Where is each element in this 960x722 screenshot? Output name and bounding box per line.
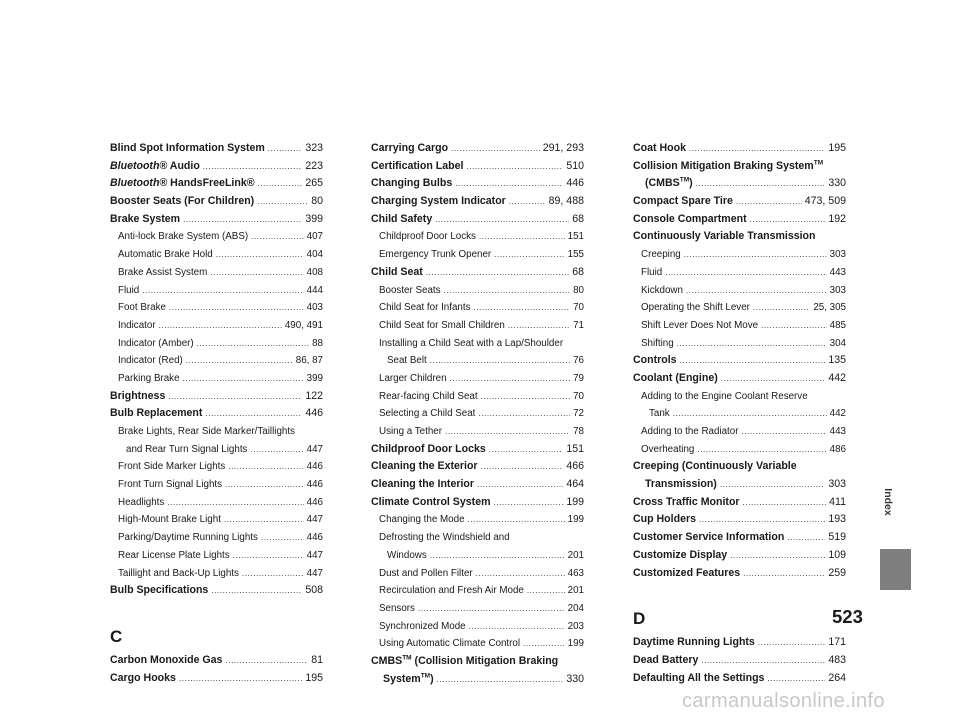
section-letter-c: C xyxy=(110,626,123,646)
index-entry: Coat Hook ..... 195 xyxy=(633,140,846,158)
index-entry: Brightness ..... 122 xyxy=(110,388,323,406)
index-entry-cmbs: CMBS™ (Collision Mitigation Braking xyxy=(371,654,559,667)
index-entry: Cleaning the Exterior ..... 466 xyxy=(371,458,584,476)
index-subentry: Adding to the Engine Coolant Reserve xyxy=(641,390,808,402)
index-subentry: Defrosting the Windshield and xyxy=(379,532,510,544)
index-entry: Coolant (Engine) ..... 442 xyxy=(633,370,846,388)
index-subentry: Child Seat for Infants ..... 70 xyxy=(371,299,584,317)
index-subentry: Kickdown ..... 303 xyxy=(633,282,846,300)
index-subentry: Installing a Child Seat with a Lap/Shoulder xyxy=(379,337,564,349)
index-subentry: Shift Lever Does Not Move ..... 485 xyxy=(633,317,846,335)
index-subentry: Front Turn Signal Lights ..... 446 xyxy=(110,476,323,494)
index-subentry: Adding to the Radiator ..... 443 xyxy=(633,423,846,441)
index-entry: Childproof Door Locks ..... 151 xyxy=(371,441,584,459)
index-subentry: Child Seat for Small Children ..... 71 xyxy=(371,317,584,335)
index-entry: Continuously Variable Transmission xyxy=(633,230,816,243)
index-side-label: Index xyxy=(882,488,894,516)
index-subentry: Brake Lights, Rear Side Marker/Taillights xyxy=(118,426,295,437)
index-subentry: Changing the Mode ..... 199 xyxy=(371,511,584,529)
index-subentry: High-Mount Brake Light ..... 447 xyxy=(110,511,323,529)
index-subentry: Indicator ..... 490, 491 xyxy=(110,317,323,335)
index-subentry: Foot Brake ..... 403 xyxy=(110,299,323,317)
index-subentry: Using a Tether ..... 78 xyxy=(371,423,584,441)
index-subentry: Indicator (Amber) ..... 88 xyxy=(110,335,323,353)
index-subentry-continued: Tank ..... 442 xyxy=(633,405,846,423)
index-entry: Cargo Hooks ..... 195 xyxy=(110,670,323,688)
watermark: carmanualsonline.info xyxy=(682,690,885,712)
index-entry: Console Compartment ..... 192 xyxy=(633,211,846,229)
index-subentry: Using Automatic Climate Control ..... 199 xyxy=(371,635,584,653)
index-column-3 xyxy=(633,140,846,687)
index-column-1 xyxy=(110,140,323,687)
index-entry: Controls ..... 135 xyxy=(633,352,846,370)
index-subentry: Emergency Trunk Opener ..... 155 xyxy=(371,246,584,264)
index-subentry: Brake Assist System ..... 408 xyxy=(110,264,323,282)
index-entry: Bulb Specifications ..... 508 xyxy=(110,582,323,600)
index-subentry: Rear License Plate Lights ..... 447 xyxy=(110,547,323,565)
index-entry: Blind Spot Information System ..... 323 xyxy=(110,140,323,158)
index-subentry: Taillight and Back-Up Lights ..... 447 xyxy=(110,565,323,583)
index-entry: Child Safety ..... 68 xyxy=(371,211,584,229)
index-entry: Charging System Indicator ..... 89, 488 xyxy=(371,193,584,211)
index-entry: Child Seat ..... 68 xyxy=(371,264,584,282)
index-subentry: Shifting ..... 304 xyxy=(633,335,846,353)
index-entry-continued: System™) ..... 330 xyxy=(371,671,584,689)
index-subentry: Rear-facing Child Seat ..... 70 xyxy=(371,388,584,406)
index-subentry: Selecting a Child Seat ..... 72 xyxy=(371,405,584,423)
index-thumb-tab xyxy=(880,549,911,590)
index-subentry-continued: Windows ..... 201 xyxy=(371,547,584,565)
index-entry: Changing Bulbs ..... 446 xyxy=(371,175,584,193)
index-subentry: Front Side Marker Lights ..... 446 xyxy=(110,458,323,476)
index-subentry: Overheating ..... 486 xyxy=(633,441,846,459)
index-entry: Bluetooth® Audio ..... 223 xyxy=(110,158,323,176)
index-entry: Cup Holders ..... 193 xyxy=(633,511,846,529)
index-entry: Cross Traffic Monitor ..... 411 xyxy=(633,494,846,512)
index-subentry: Sensors ..... 204 xyxy=(371,600,584,618)
index-subentry: Childproof Door Locks ..... 151 xyxy=(371,228,584,246)
index-entry: Daytime Running Lights ..... 171 xyxy=(633,634,846,652)
index-subentry: Creeping ..... 303 xyxy=(633,246,846,264)
index-subentry: Booster Seats ..... 80 xyxy=(371,282,584,300)
index-entry: Brake System ..... 399 xyxy=(110,211,323,229)
index-entry: Cleaning the Interior ..... 464 xyxy=(371,476,584,494)
index-subentry: Dust and Pollen Filter ..... 463 xyxy=(371,565,584,583)
index-subentry: Recirculation and Fresh Air Mode ..... 201 xyxy=(371,582,584,600)
index-subentry: Parking/Daytime Running Lights ..... 446 xyxy=(110,529,323,547)
index-subentry: Fluid ..... 443 xyxy=(633,264,846,282)
index-entry: Booster Seats (For Children) ..... 80 xyxy=(110,193,323,211)
index-entry: Carbon Monoxide Gas ..... 81 xyxy=(110,652,323,670)
index-entry: Carrying Cargo ..... 291, 293 xyxy=(371,140,584,158)
index-subentry-continued: and Rear Turn Signal Lights ..... 447 xyxy=(110,441,323,459)
index-entry: Customer Service Information ..... 519 xyxy=(633,529,846,547)
index-column-2 xyxy=(371,140,584,688)
index-subentry: Parking Brake ..... 399 xyxy=(110,370,323,388)
index-subentry: Operating the Shift Lever ..... 25, 305 xyxy=(633,299,846,317)
index-subentry-continued: Seat Belt ..... 76 xyxy=(371,352,584,370)
index-subentry: Synchronized Mode ..... 203 xyxy=(371,618,584,636)
index-entry: Climate Control System ..... 199 xyxy=(371,494,584,512)
section-letter-d: D xyxy=(633,609,646,629)
index-entry: Creeping (Continuously Variable xyxy=(633,460,797,473)
index-subentry: Headlights ..... 446 xyxy=(110,494,323,512)
index-subentry: Indicator (Red) ..... 86, 87 xyxy=(110,352,323,370)
index-entry: Dead Battery ..... 483 xyxy=(633,652,846,670)
index-subentry: Larger Children ..... 79 xyxy=(371,370,584,388)
index-entry: Customized Features ..... 259 xyxy=(633,565,846,583)
index-entry: Bluetooth® HandsFreeLink® ..... 265 xyxy=(110,175,323,193)
index-subentry: Anti-lock Brake System (ABS) ..... 407 xyxy=(110,228,323,246)
index-subentry: Fluid ..... 444 xyxy=(110,282,323,300)
index-entry: Bulb Replacement ..... 446 xyxy=(110,405,323,423)
index-entry: Compact Spare Tire ..... 473, 509 xyxy=(633,193,846,211)
index-entry-continued: (CMBS™) ..... 330 xyxy=(633,175,846,193)
index-entry: Defaulting All the Settings ..... 264 xyxy=(633,670,846,688)
index-entry-cmbs: Collision Mitigation Braking System™ xyxy=(633,159,824,172)
index-subentry: Automatic Brake Hold ..... 404 xyxy=(110,246,323,264)
index-entry: Certification Label ..... 510 xyxy=(371,158,584,176)
index-entry: Customize Display ..... 109 xyxy=(633,547,846,565)
index-entry-continued: Transmission) ..... 303 xyxy=(633,476,846,494)
page-number: 523 xyxy=(832,606,863,627)
